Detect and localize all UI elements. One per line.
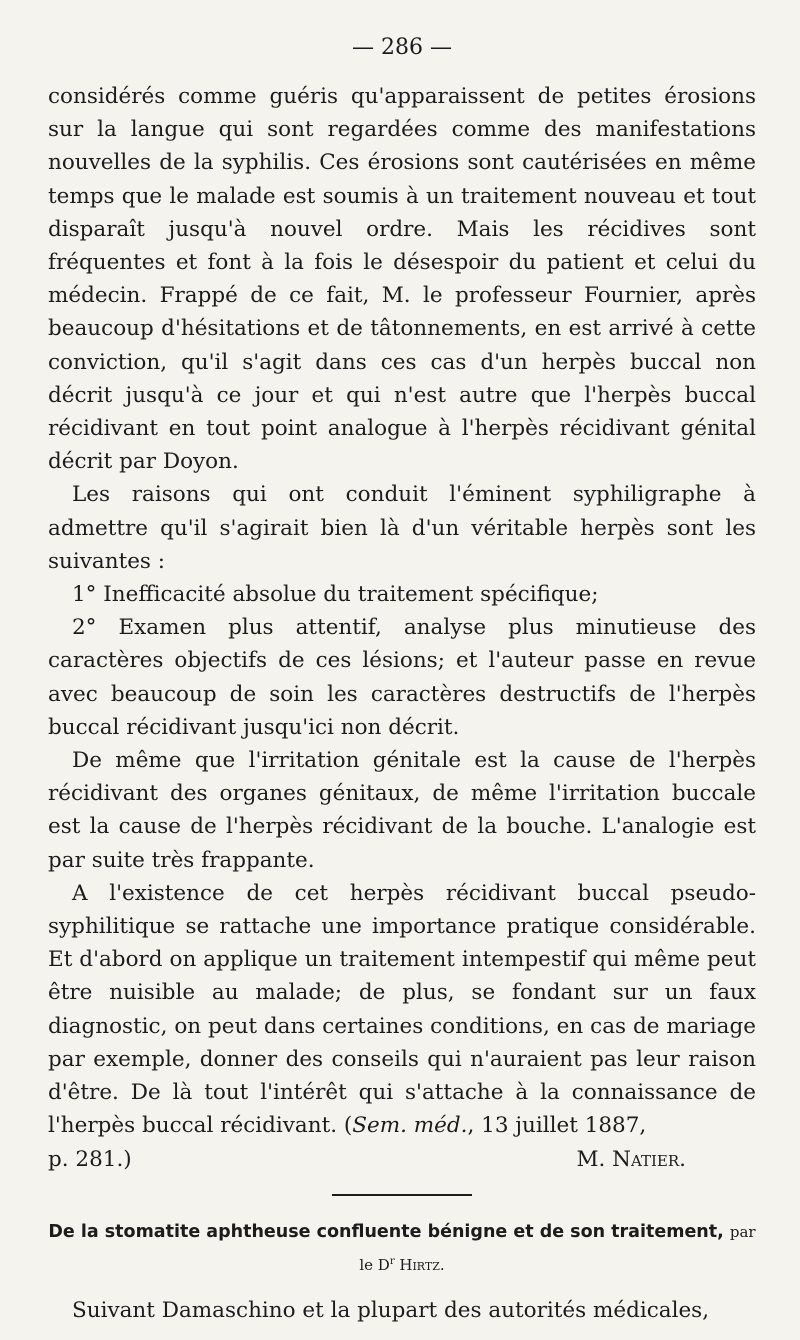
section-divider bbox=[332, 1194, 472, 1196]
paragraph-2: Les raisons qui ont conduit l'éminent syphiligraphe à admettre qu'il s'agirait bien là d'un véritable herpès sont les suivantes : bbox=[48, 482, 756, 574]
signature-line bbox=[48, 1143, 756, 1176]
paragraph-1: considérés comme guéris qu'apparaissent de petites érosions sur la langue qui sont regardées comme des manifestations nouvelles de la syphilis. Ces érosions sont cautérisées en même temps que le malade est soumis à un traitement nouveau et tout disparaît jusqu'à nouvel ordre. Mais les récidives sont fréquentes et font à la fois le désespoir du patient et celui du médecin. Frappé de ce fait, M. le professeur Fournier, après beaucoup d'hésitations et de tâtonnements, en est arrivé à cette conviction, qu'il s'agit dans ces cas d'un herpès buccal non décrit jusqu'à ce jour et qui n'est autre que l'herpès buccal récidivant en tout point analogue à l'herpès récidivant génital décrit par Doyon. bbox=[48, 84, 756, 475]
page-number: — 286 — bbox=[352, 35, 452, 60]
byline-prefix: par le D bbox=[359, 1222, 756, 1274]
byline-sup: r bbox=[389, 1255, 395, 1267]
paragraph-3: 1° Inefficacité absolue du traitement spécifique; bbox=[72, 582, 599, 608]
paragraph-6-text: A l'existence de cet herpès récidivant buccal pseudo-syphilitique se rattache une importance pratique considérable. Et d'abord on applique un traitement intempestif qui même peut être nuisible au malade; de plus, se fondant sur un faux diagnostic, on peut dans certaines conditions, en cas de mariage par exemple, donner des conseils qui n'auraient pas leur raison d'être. De là tout l'intérêt qui s'attache à la connaissance de l'herpès buccal récidivant. ( bbox=[48, 880, 756, 1139]
paragraph-4: 2° Examen plus attentif, analyse plus minutieuse des caractères objectifs de ces lésions; et l'auteur passe en revue avec beaucoup de soin les caractères destructifs de l'herpès buccal récidivant jusqu'ici non décrit. bbox=[48, 615, 756, 740]
article-title-text: De la stomatite aphtheuse confluente bénigne et de son traitement, bbox=[48, 1221, 724, 1242]
document-page bbox=[48, 28, 756, 1327]
signature: M. Natier. bbox=[576, 1146, 686, 1172]
citation-page: p. 281.) bbox=[48, 1146, 132, 1172]
paragraph-last: Suivant Damaschino et la plupart des autorités médicales, bbox=[72, 1297, 710, 1323]
article-title bbox=[48, 1218, 756, 1280]
byline-author: Hirtz. bbox=[399, 1255, 445, 1274]
paragraph-6 bbox=[48, 877, 756, 1143]
citation-source: Sem. méd. bbox=[352, 1113, 468, 1139]
paragraph-5: De même que l'irritation génitale est la cause de l'herpès récidivant des organes génitaux, de même l'irritation buccale est la cause de l'herpès récidivant de la bouche. L'analogie est par suite très frappante. bbox=[48, 748, 756, 873]
citation-rest: , 13 juillet 1887, bbox=[467, 1113, 647, 1139]
